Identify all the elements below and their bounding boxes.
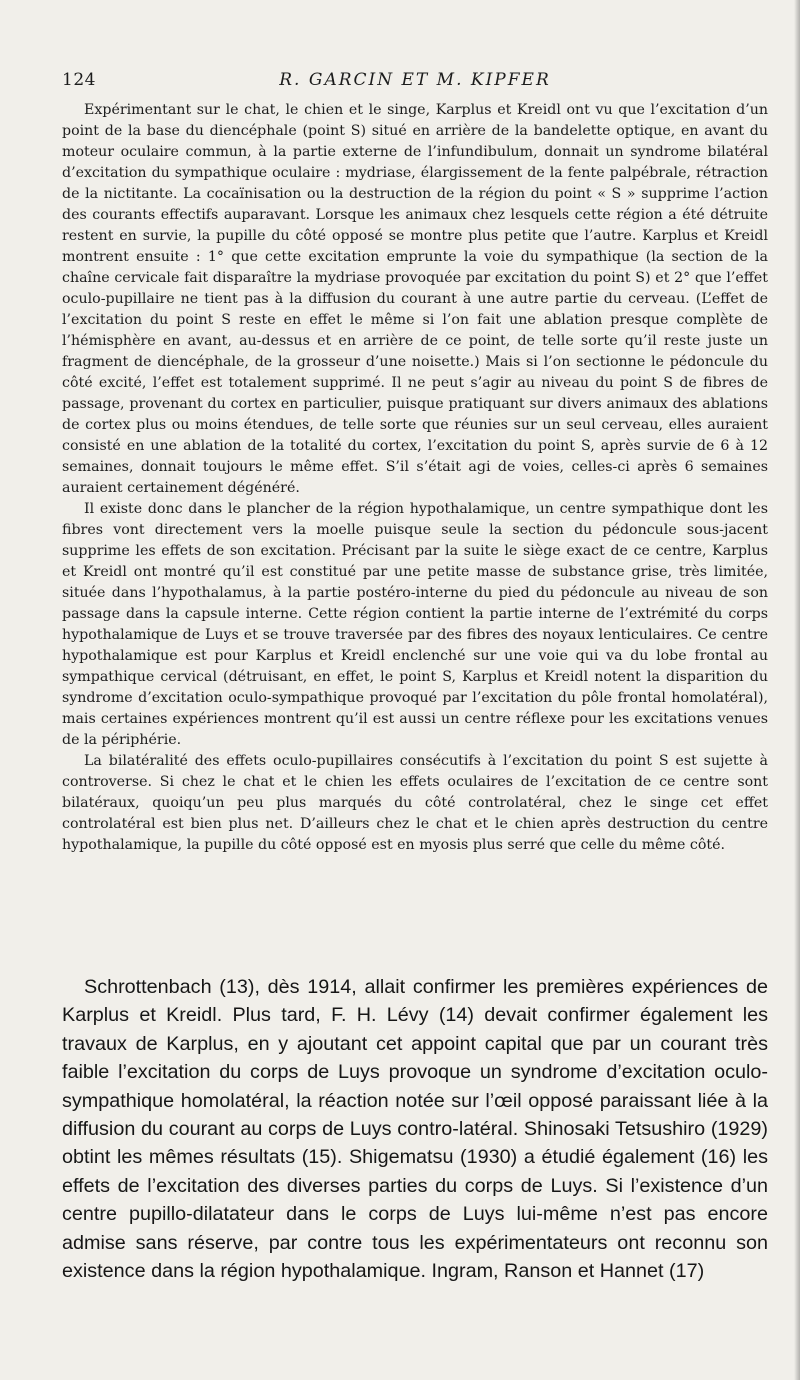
page-edge-shadow <box>794 0 800 1380</box>
small-print-section <box>62 100 768 856</box>
paragraph: Schrottenbach (13), dès 1914, allait confirmer les premières expériences de Karplus et Kreidl. Plus tard, F. H. Lévy (14) devait confirmer également les travaux de Karplus, en y ajoutant cet appoint capital que par un courant très faible l’excitation du corps de Luys provoque un syndrome d’excitation oculo-sympathique homolatéral, la réaction notée sur l’œil opposé paraissant liée à la diffusion du courant au corps de Luys contro-latéral. Shinosaki Tetsushiro (1929) obtint les mêmes résultats (15). Shigematsu (1930) a étudié également (16) les effets de l’excitation des diverses parties du corps de Luys. Si l’existence d’un centre pupillo-dilatateur dans le corps de Luys lui-même n’est pas encore admise sans réserve, par contre tous les expérimentateurs ont reconnu son existence dans la région hypothalamique. Ingram, Ranson et Hannet (17) <box>62 976 768 1283</box>
paragraph: Expérimentant sur le chat, le chien et le singe, Karplus et Kreidl ont vu que l’excitation d’un point de la base du diencéphale (point S) situé en arrière de la bandelette optique, en avant du moteur oculaire commun, à la partie externe de l’infundibulum, donnait un syndrome bilatéral d’excitation du sympathique oculaire : mydriase, élargissement de la fente palpébrale, rétraction de la nictitante. La cocaïnisation ou la destruction de la région du point « S » supprime l’action des courants effectifs auparavant. Lorsque les animaux chez lesquels cette région a été détruite restent en survie, la pupille du côté opposé se montre plus petite que l’autre. Karplus et Kreidl montrent ensuite : 1° que cette excitation emprunte la voie du sympathique (la section de la chaîne cervicale fait disparaître la mydriase provoquée par excitation du point S) et 2° que l’effet oculo-pupillaire ne tient pas à la diffusion du courant à une autre partie du cerveau. (L’effet de l’excitation du point S reste en effet le même si l’on fait une ablation presque complète de l’hémisphère en avant, au-dessus et en arrière de ce point, de telle sorte qu’il reste juste un fragment de diencéphale, de la grosseur d’une noisette.) Mais si l’on sectionne le pédoncule du côté excité, l’effet est totalement supprimé. Il ne peut s’agir au niveau du point S de fibres de passage, provenant du cortex en particulier, puisque pratiquant sur divers animaux des ablations de cortex plus ou moins étendues, de telle sorte que réunies sur un seul cerveau, elles auraient consisté en une ablation de la totalité du cortex, l’excitation du point S, après survie de 6 à 12 semaines, donnait toujours le même effet. S’il s’était agi de voies, celles-ci après 6 semaines auraient certainement dégénéré. <box>62 102 768 496</box>
running-head: R. GARCIN ET M. KIPFER <box>279 70 551 90</box>
paragraph: Il existe donc dans le plancher de la région hypothalamique, un centre sympathique dont les fibres vont directement vers la moelle puisque seule la section du pédoncule sous-jacent supprime les effets de son excitation. Précisant par la suite le siège exact de ce centre, Karplus et Kreidl ont montré qu’il est constitué par une petite masse de substance grise, très limitée, située dans l’hypothalamus, à la partie postéro-interne du pied du pédoncule au niveau de son passage dans la capsule interne. Cette région contient la partie interne de l’extrémité du corps hypothalamique de Luys et se trouve traversée par des fibres des noyaux lenticulaires. Ce centre hypothalamique est pour Karplus et Kreidl enclenché sur une voie qui va du lobe frontal au sympathique cervical (détruisant, en effet, le point S, Karplus et Kreidl notent la disparition du syndrome d’excitation oculo-sympathique provoqué par l’excitation du pôle frontal homolatéral), mais certaines expériences montrent qu’il est aussi un centre réflexe pour les excitations venues de la périphérie. <box>62 501 768 748</box>
large-print-section <box>62 973 768 1285</box>
page-number: 124 <box>62 70 96 90</box>
page-header <box>62 70 768 94</box>
paragraph: La bilatéralité des effets oculo-pupillaires consécutifs à l’excitation du point S est sujette à controverse. Si chez le chat et le chien les effets oculaires de l’excitation de ce centre sont bilatéraux, quoiqu’un peu plus marqués du côté controlatéral, chez le singe cet effet controlatéral est bien plus net. D’ailleurs chez le chat et le chien après destruction du centre hypothalamique, la pupille du côté opposé est en myosis plus serré que celle du même côté. <box>62 753 768 853</box>
